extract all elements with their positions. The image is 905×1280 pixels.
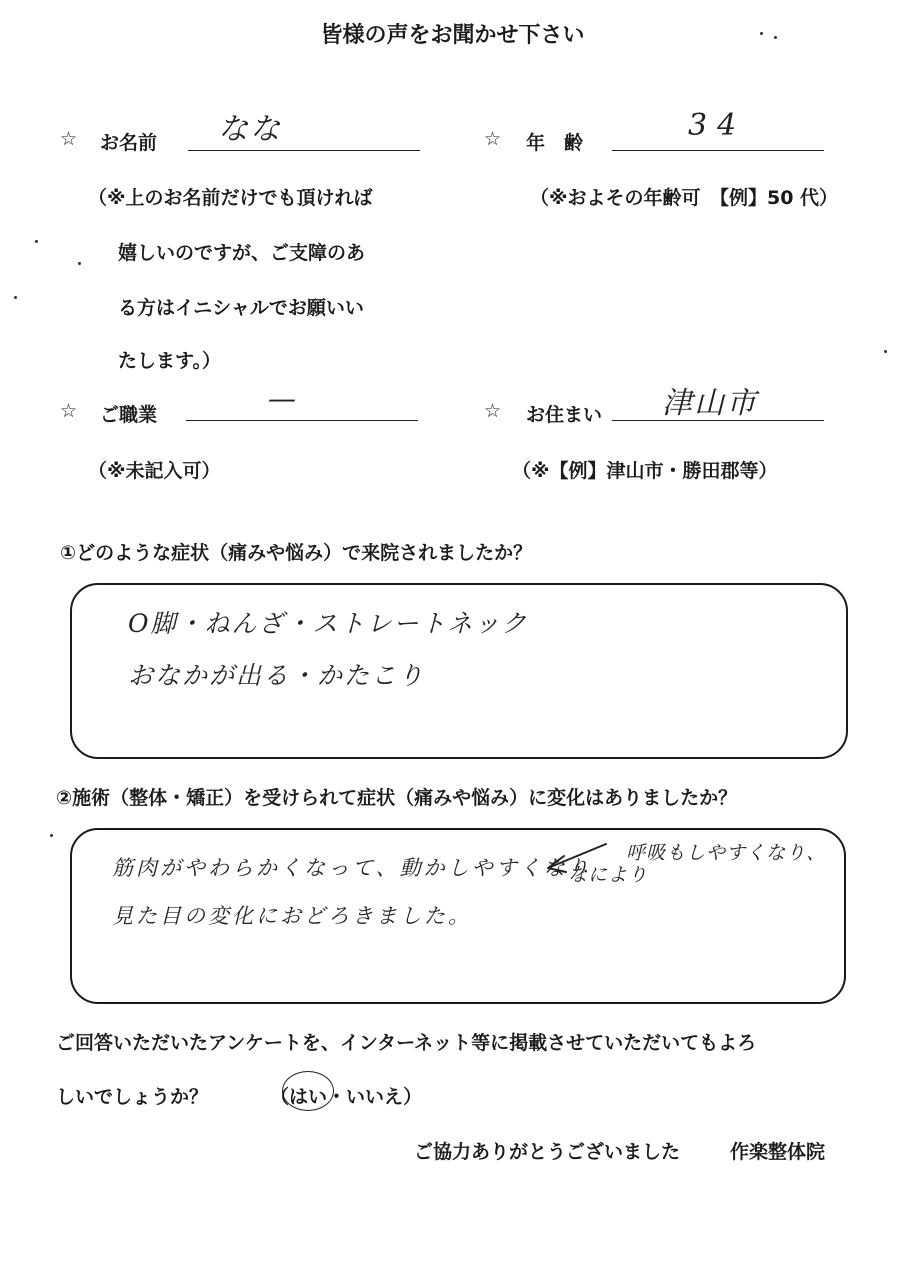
q1-answer-line-1: O脚・ねんざ・ストレートネック bbox=[128, 609, 529, 638]
star-icon: ☆ bbox=[60, 400, 78, 422]
scan-speck bbox=[35, 240, 38, 243]
name-note-line-1: （※上のお名前だけでも頂ければ bbox=[88, 187, 373, 209]
clinic-name: 作楽整体院 bbox=[730, 1141, 826, 1163]
name-note-line-2: 嬉しいのですが、ご支障のあ bbox=[118, 242, 366, 264]
scan-speck bbox=[884, 350, 887, 353]
q2-question: ②施術（整体・矯正）を受けられて症状（痛みや悩み）に変化はありましたか？ bbox=[56, 787, 738, 809]
q2-insert-extra: 呼吸もしやすくなり、 bbox=[626, 842, 827, 864]
name-underline bbox=[188, 150, 420, 151]
address-value: 津山市 bbox=[662, 386, 758, 421]
address-label: お住まい bbox=[526, 404, 603, 426]
consent-line-2: しいでしょうか？ bbox=[56, 1086, 209, 1108]
consent-paren-close: ） bbox=[403, 1086, 423, 1108]
selected-answer-circle bbox=[282, 1071, 334, 1111]
name-note-line-3: る方はイニシャルでお願いい bbox=[118, 297, 364, 319]
job-label: ご職業 bbox=[100, 404, 158, 426]
q2-insert-note: なにより bbox=[568, 864, 649, 886]
scan-speck bbox=[760, 32, 763, 35]
address-underline bbox=[612, 420, 824, 421]
q2-answer-line-1: 筋肉がやわらかくなって、動かしやすくなり bbox=[112, 856, 592, 880]
q1-question: ①どのような症状（痛みや悩み）で来院されましたか？ bbox=[60, 542, 533, 564]
q1-answer-line-2: おなかが出る・かたこり bbox=[128, 661, 426, 690]
consent-yes-option[interactable]: はい bbox=[289, 1086, 328, 1108]
star-icon: ☆ bbox=[484, 128, 502, 150]
job-note: （※未記入可） bbox=[88, 460, 221, 482]
scan-speck bbox=[50, 834, 53, 837]
address-note: （※【例】津山市・勝田郡等） bbox=[512, 460, 778, 482]
consent-paren-open: （ bbox=[270, 1086, 290, 1108]
age-value: 34 bbox=[688, 108, 747, 143]
scan-speck bbox=[78, 262, 81, 265]
consent-no-option[interactable]: いいえ bbox=[346, 1086, 404, 1108]
q2-answer-line-2: 見た目の変化におどろきました。 bbox=[112, 904, 472, 928]
thanks-text: ご協力ありがとうございました bbox=[414, 1141, 681, 1163]
name-label: お名前 bbox=[100, 132, 158, 154]
consent-separator: ・ bbox=[327, 1086, 347, 1108]
name-value: なな bbox=[218, 112, 282, 147]
job-value: — bbox=[268, 382, 296, 415]
star-icon: ☆ bbox=[60, 128, 78, 150]
name-note-line-4: たします。） bbox=[118, 350, 221, 372]
age-underline bbox=[612, 150, 824, 151]
consent-line-1: ご回答いただいたアンケートを、インターネット等に掲載させていただいてもよろ bbox=[56, 1032, 757, 1054]
age-label: 年 齢 bbox=[526, 132, 584, 154]
job-underline bbox=[186, 420, 418, 421]
scan-speck bbox=[774, 36, 777, 39]
star-icon: ☆ bbox=[484, 400, 502, 422]
age-note: （※およその年齢可 【例】50 代） bbox=[530, 187, 839, 209]
scan-speck bbox=[14, 296, 17, 299]
form-title: 皆様の声をお聞かせ下さい bbox=[320, 23, 585, 48]
